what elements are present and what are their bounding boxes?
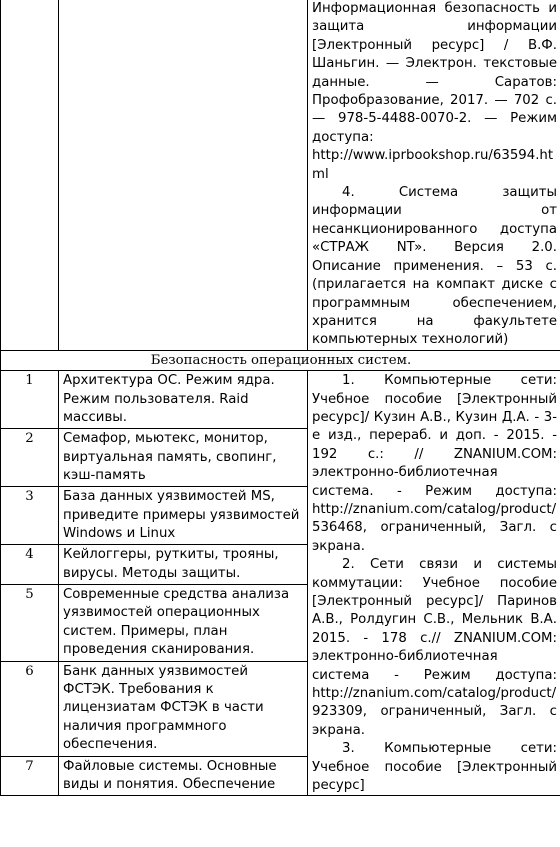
empty-number-cell	[1, 0, 59, 350]
row-topic: Банк данных уязвимостей ФСТЭК. Требования к лицензиатам ФСТЭК в части наличия программного обеспечения.	[59, 661, 308, 756]
reference-entry: 3. Компьютерные сети: Учебное пособие [Электронный ресурс]	[312, 741, 557, 794]
table-row	[1, 371, 560, 429]
section-title: Безопасность операционных систем.	[1, 350, 560, 370]
row-number: 6	[1, 661, 59, 756]
row-topic: Архитектура ОС. Режим ядра. Режим пользователя. Raid массивы.	[59, 371, 308, 429]
row-number: 4	[1, 545, 59, 584]
references-cell	[308, 0, 560, 350]
row-topic: Файловые системы. Основные виды и понятия. Обеспечение	[59, 757, 308, 796]
row-number: 3	[1, 487, 59, 545]
section-header-row	[1, 350, 560, 370]
reference-entry: 2. Сети связи и системы коммутации: Учебное пособие [Электронный ресурс]/ Паринов А.В., Ролдугин С.В., Мельник В.А. 2015. - 178 с.// ZNANIUM.COM: электронно-библиотечная система - Режим доступа: http://znanium.com/catalog/product/923309, ограниченный, Загл. с экрана.	[312, 557, 557, 738]
reference-entry: 1. Компьютерные сети: Учебное пособие [Электронный ресурс]/ Кузин А.В., Кузин Д.А. - 3-е изд., перераб. и доп. - 2015. - 192 с.: // ZNANIUM.COM: электронно-библиотечная система. - Режим доступа: http://znanium.com/catalog/product/536468, ограниченный, Загл. с экрана.	[312, 373, 557, 554]
row-number: 1	[1, 371, 59, 429]
section-references-cell	[308, 371, 560, 796]
row-number: 7	[1, 757, 59, 796]
row-topic: Современные средства анализа уязвимостей операционных систем. Примеры, план проведения сканирования.	[59, 584, 308, 661]
references-row	[1, 0, 560, 350]
row-topic: Кейлоггеры, руткиты, трояны, вирусы. Методы защиты.	[59, 545, 308, 584]
row-topic: База данных уязвимостей MS, приведите примеры уязвимостей Windows и Linux	[59, 487, 308, 545]
empty-topic-cell	[59, 0, 308, 350]
row-number: 2	[1, 429, 59, 487]
row-topic: Семафор, мьютекс, монитор, виртуальная память, свопинг, кэш-память	[59, 429, 308, 487]
reference-entry: Информационная безопасность и защита информации [Электронный ресурс] / В.Ф. Шаньгин. — Электрон. текстовые данные. — Саратов: Профобразование, 2017. — 702 с. — 978-5-4488-0070-2. — Режим доступа: http://www.iprbookshop.ru/63594.html	[312, 1, 557, 182]
reference-entry: 4. Система защиты информации от несанкционированного доступа «СТРАЖ NT». Версия 2.0. Описание применения. – 53 с. (прилагается на компакт диске с программным обеспечением, хранится на факультете компьютерных технологий)	[312, 185, 557, 348]
row-number: 5	[1, 584, 59, 661]
